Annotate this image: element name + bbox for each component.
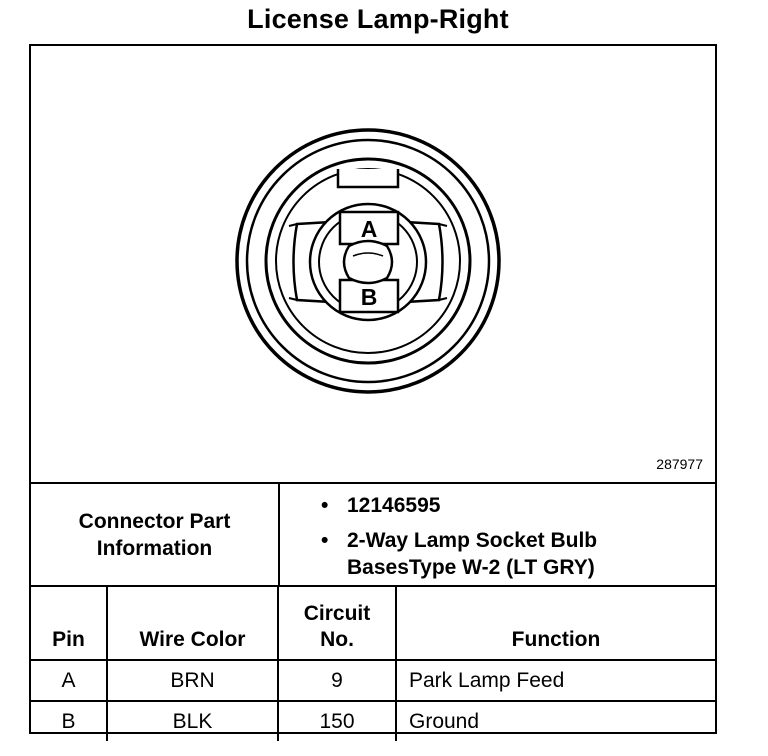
info-label-line1: Connector Part: [78, 509, 231, 533]
info-list-item: [321, 527, 657, 581]
header-pin: Pin: [31, 587, 107, 660]
cell-circuit: 150: [278, 701, 396, 741]
cell-wire-color: BLK: [107, 701, 278, 741]
terminal-b-label: B: [360, 284, 378, 310]
header-circuit-line1: Circuit: [303, 602, 371, 625]
cell-pin: A: [31, 660, 107, 701]
table-row: [31, 660, 715, 701]
terminal-a-label: A: [360, 216, 378, 242]
bullet-icon: •: [321, 529, 329, 552]
info-label-line2: Information: [96, 536, 213, 560]
table-row: [31, 701, 715, 741]
key-notch: [338, 169, 398, 187]
cell-circuit: 9: [278, 660, 396, 701]
info-list-item: [321, 492, 657, 519]
cell-pin: B: [31, 701, 107, 741]
bullet-icon: •: [321, 494, 329, 517]
header-wire-color: Wire Color: [107, 587, 278, 660]
connector-sheet: [29, 44, 717, 734]
pinout-table: [31, 587, 715, 741]
connector-diagram-area: [31, 46, 715, 484]
cell-wire-color: BRN: [107, 660, 278, 701]
header-circuit: [278, 587, 396, 660]
figure-number: 287977: [656, 456, 703, 472]
header-circuit-line2: No.: [320, 628, 354, 651]
center-contact: [344, 241, 392, 283]
connector-part-info-list: [321, 492, 657, 589]
connector-part-info-label: [31, 484, 280, 585]
cell-function: Ground: [396, 701, 715, 741]
page-title: License Lamp-Right: [247, 4, 509, 34]
cell-function: Park Lamp Feed: [396, 660, 715, 701]
header-function: Function: [396, 587, 715, 660]
table-header-row: [31, 587, 715, 660]
part-number: 12146595: [347, 494, 441, 517]
connector-description: 2-Way Lamp Socket Bulb BasesType W-2 (LT GRY): [347, 529, 598, 579]
connector-face-illustration: [31, 46, 715, 482]
connector-part-info-row: [31, 484, 715, 587]
